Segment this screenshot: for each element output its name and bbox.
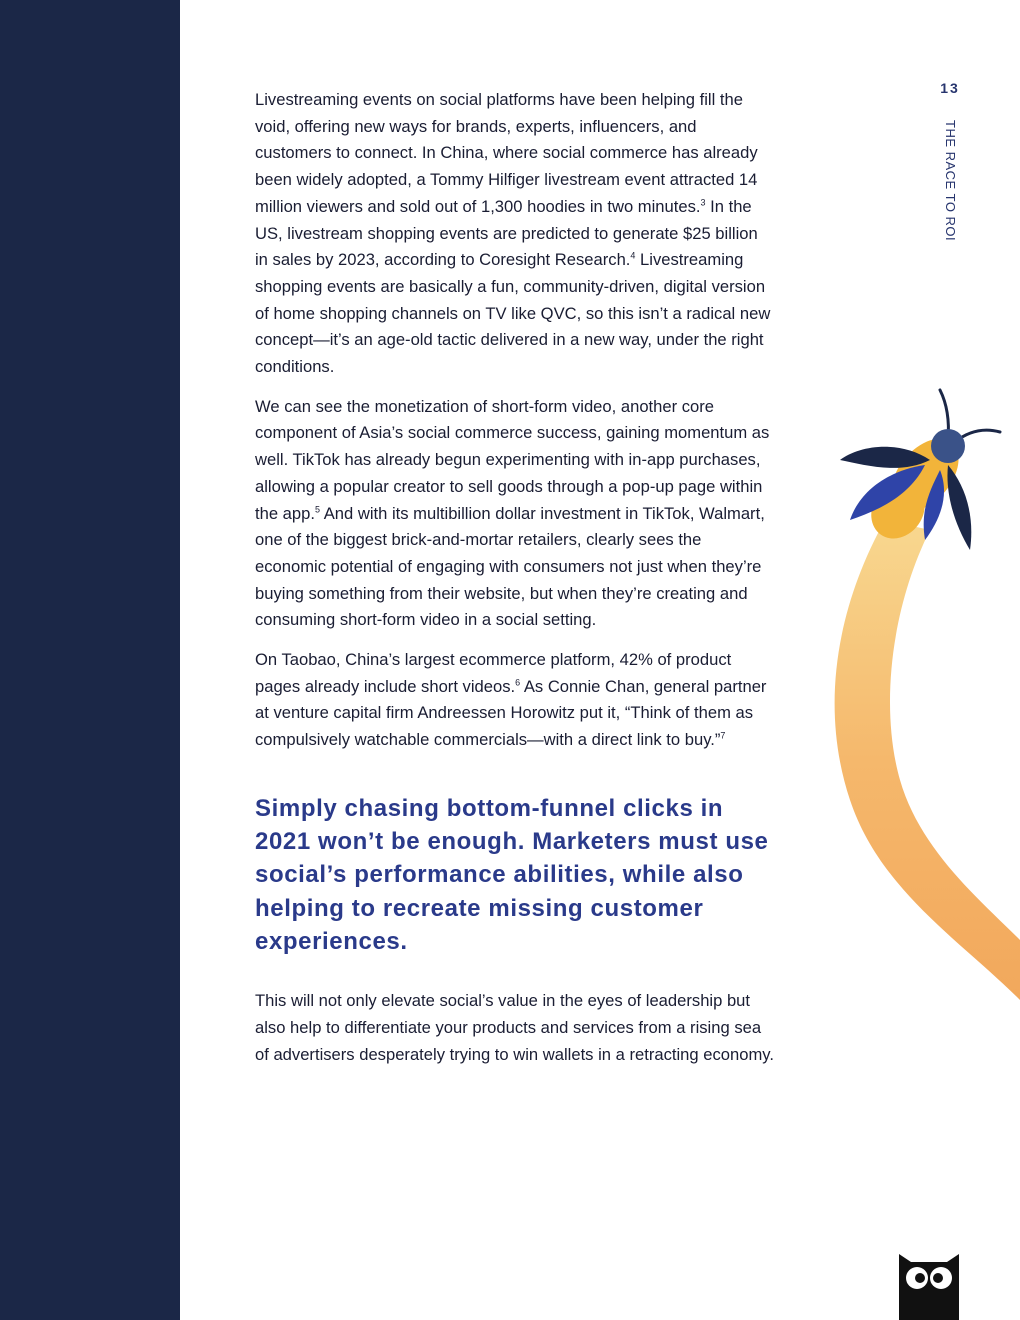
footnote-marker: 6 — [515, 677, 521, 688]
text-segment: And with its multibillion dollar investment in TikTok, Walmart, one of the biggest brick-and-mortar retailers, clearly sees the economic potential of engaging with consumers not just when they’re buying something from their website, but when they’re creating and consuming short-form video in a social setting. — [255, 503, 765, 630]
footnote-marker: 4 — [630, 250, 636, 261]
body-paragraph — [255, 647, 775, 754]
footnote-marker: 7 — [720, 730, 726, 741]
text-segment: Livestreaming shopping events are basically a fun, community-driven, digital version of home shopping channels on TV like QVC, so this isn’t a radical new concept—it’s an age-old tactic delivered in a new way, under the right conditions. — [255, 250, 771, 377]
footnote-marker: 3 — [700, 197, 706, 208]
page-number: 13 — [940, 80, 960, 96]
light-trail — [835, 520, 1020, 1000]
footnote-marker: 5 — [314, 504, 320, 515]
body-paragraph — [255, 394, 775, 634]
owl-logo-icon — [897, 1250, 961, 1320]
text-segment: In the US, livestream shopping events are predicted to generate $25 billion in sales by 2023, according to Coresight Research. — [255, 196, 758, 270]
running-title: THE RACE TO ROI — [943, 120, 958, 242]
text-segment: We can see the monetization of short-form video, another core component of Asia’s social commerce success, gaining momentum as well. TikTok has already begun experimenting with in-app purchases, allowing a popular creator to sell goods through a pop-up page within the app. — [255, 396, 770, 523]
text-segment: As Connie Chan, general partner at venture capital firm Andreessen Horowitz put it, “Think of them as compulsively watchable commercials—with a direct link to buy.” — [255, 676, 767, 750]
firefly-head — [931, 429, 965, 463]
main-content — [255, 87, 775, 1068]
pull-quote: Simply chasing bottom-funnel clicks in 2021 won’t be enough. Marketers must use social’s performance abilities, while also helping to recreate missing customer experiences. — [255, 794, 769, 956]
navy-sidebar — [0, 0, 180, 1320]
body-paragraph — [255, 87, 775, 381]
firefly-illustration — [780, 380, 1020, 1080]
text-segment: Livestreaming events on social platforms have been helping fill the void, offering new ways for brands, experts, influencers, and customers to connect. In China, where social commerce has already been widely adopted, a Tommy Hilfiger livestream event attracted 14 million viewers and sold out of 1,300 hoodies in two minutes. — [255, 90, 758, 216]
closing-paragraph: This will not only elevate social’s value in the eyes of leadership but also help to differentiate your products and services from a rising sea of advertisers desperately trying to win wallets in a retracting economy. — [255, 991, 774, 1064]
firefly-wing — [947, 465, 971, 550]
text-segment: On Taobao, China’s largest ecommerce platform, 42% of product pages already include short videos. — [255, 650, 732, 696]
